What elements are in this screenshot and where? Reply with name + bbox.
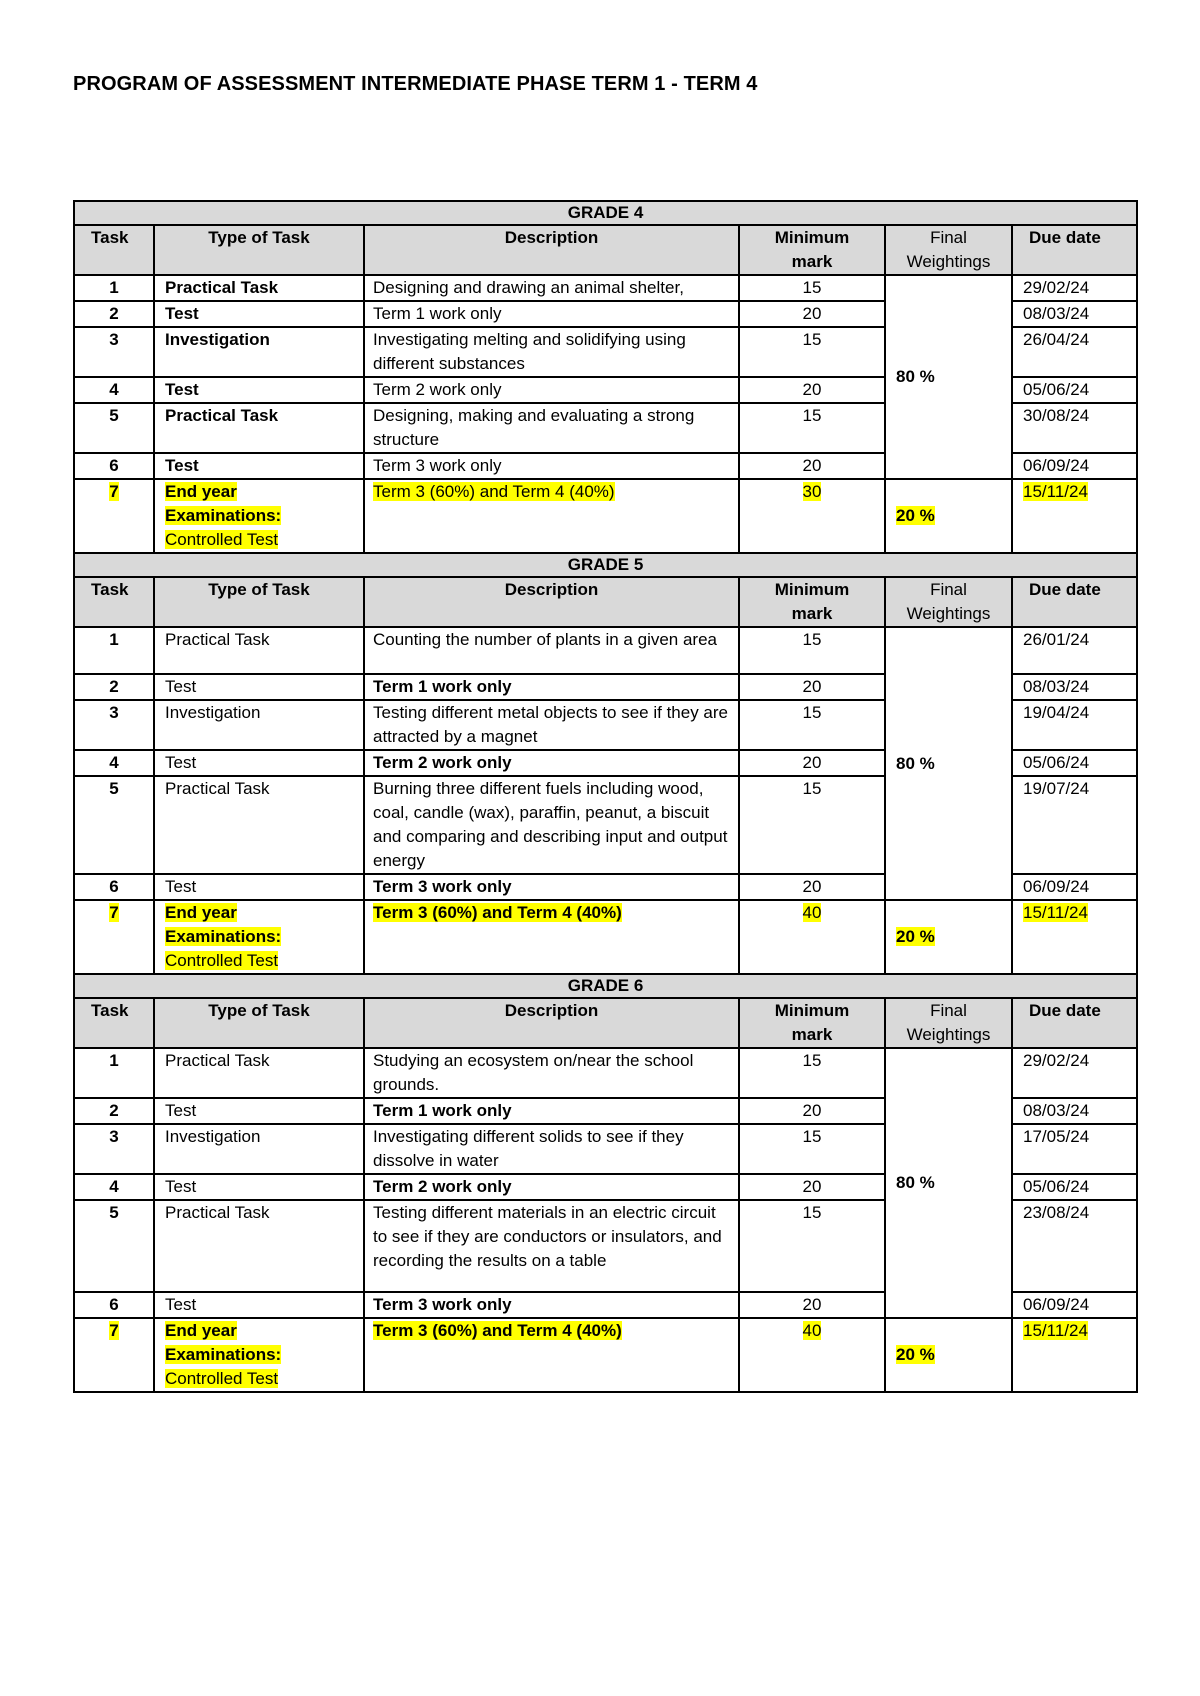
task-description-text: Burning three different fuels including wood, coal, candle (wax), paraffin, peanut, a biscuit and comparing and describing input and output energy (373, 779, 728, 870)
due-date (1012, 1174, 1137, 1200)
due-date (1012, 674, 1137, 700)
assessment-table-body (74, 201, 1137, 1392)
header-type (154, 577, 364, 627)
minimum-mark-text: 15 (802, 278, 822, 297)
task-type (154, 750, 364, 776)
task-number-text: 2 (109, 677, 119, 696)
minimum-mark (739, 874, 885, 900)
task-type (154, 674, 364, 700)
table-row (74, 1048, 1137, 1098)
due-date-text: 08/03/24 (1023, 304, 1090, 323)
minimum-mark (739, 301, 885, 327)
task-number-text: 2 (109, 304, 119, 323)
task-type (154, 1200, 364, 1292)
header-minimum-line1: Minimum (774, 1001, 850, 1020)
task-description-text: Term 3 work only (373, 1295, 512, 1314)
exam-minimum-mark-text: 40 (802, 1321, 822, 1340)
due-date (1012, 700, 1137, 750)
task-number (74, 750, 154, 776)
exam-minimum-mark (739, 1318, 885, 1392)
final-weighting-text: 80 % (896, 1173, 935, 1192)
header-type (154, 998, 364, 1048)
exam-weighting-text: 20 % (896, 506, 935, 525)
minimum-mark (739, 776, 885, 874)
exam-type-line2: Examinations: (165, 506, 282, 525)
header-due-label: Due date (1029, 1001, 1101, 1020)
task-type (154, 453, 364, 479)
exam-minimum-mark-text: 40 (802, 903, 822, 922)
exam-type-line3: Controlled Test (165, 951, 279, 970)
task-number-text: 6 (109, 456, 119, 475)
table-row (74, 627, 1137, 674)
minimum-mark-text: 15 (802, 1203, 822, 1222)
due-date (1012, 301, 1137, 327)
task-description-text: Term 3 work only (373, 456, 502, 475)
header-description-label: Description (504, 228, 599, 247)
header-final (885, 577, 1012, 627)
minimum-mark (739, 750, 885, 776)
minimum-mark (739, 275, 885, 301)
task-type (154, 776, 364, 874)
header-minimum (739, 577, 885, 627)
minimum-mark-text: 20 (802, 456, 822, 475)
task-description-text: Term 2 work only (373, 753, 512, 772)
exam-task-number-text: 7 (109, 482, 119, 501)
header-final-line1: Final (930, 580, 967, 599)
due-date-text: 05/06/24 (1023, 753, 1090, 772)
grade-label (74, 553, 1137, 577)
minimum-mark-text: 20 (802, 1101, 822, 1120)
exam-type-line3: Controlled Test (165, 530, 279, 549)
minimum-mark (739, 674, 885, 700)
due-date-text: 26/04/24 (1023, 330, 1090, 349)
task-description-text: Investigating melting and solidifying using different substances (373, 330, 686, 373)
due-date-text: 08/03/24 (1023, 1101, 1090, 1120)
header-task (74, 577, 154, 627)
minimum-mark-text: 20 (802, 304, 822, 323)
task-type-text: Practical Task (165, 779, 270, 798)
task-description-text: Designing, making and evaluating a strong structure (373, 406, 695, 449)
minimum-mark-text: 15 (802, 330, 822, 349)
task-type-text: Investigation (165, 330, 270, 349)
grade-row (74, 553, 1137, 577)
task-number (74, 1098, 154, 1124)
header-due (1012, 998, 1137, 1048)
header-minimum-line2: mark (791, 252, 833, 271)
task-type (154, 1098, 364, 1124)
exam-type-line1: End year (165, 482, 237, 501)
exam-type (154, 900, 364, 974)
due-date (1012, 1292, 1137, 1318)
final-weighting-exam (885, 900, 1012, 974)
due-date (1012, 750, 1137, 776)
minimum-mark (739, 700, 885, 750)
task-description (364, 776, 739, 874)
header-final-line2: Weightings (906, 252, 991, 271)
final-weighting-tasks (885, 627, 1012, 900)
task-number-text: 6 (109, 1295, 119, 1314)
task-type (154, 377, 364, 403)
exam-type-line2: Examinations: (165, 927, 282, 946)
task-type-text: Practical Task (165, 278, 279, 297)
task-type (154, 275, 364, 301)
exam-description-text: Term 3 (60%) and Term 4 (40%) (373, 1321, 622, 1340)
header-description-label: Description (504, 1001, 599, 1020)
task-description-text: Term 1 work only (373, 677, 512, 696)
exam-description-text: Term 3 (60%) and Term 4 (40%) (373, 903, 622, 922)
task-number-text: 4 (109, 1177, 119, 1196)
exam-due-date (1012, 1318, 1137, 1392)
exam-minimum-mark (739, 479, 885, 553)
task-description (364, 1098, 739, 1124)
header-final-line1: Final (930, 1001, 967, 1020)
header-row (74, 998, 1137, 1048)
minimum-mark-text: 15 (802, 1051, 822, 1070)
header-task (74, 998, 154, 1048)
task-description-text: Term 2 work only (373, 380, 502, 399)
task-description (364, 275, 739, 301)
task-number (74, 327, 154, 377)
task-type-text: Practical Task (165, 1203, 270, 1222)
task-type-text: Investigation (165, 703, 261, 722)
task-description (364, 453, 739, 479)
task-description-text: Testing different metal objects to see if they are attracted by a magnet (373, 703, 728, 746)
task-number (74, 1200, 154, 1292)
task-description (364, 750, 739, 776)
due-date (1012, 1200, 1137, 1292)
task-description-text: Term 1 work only (373, 1101, 512, 1120)
task-type-text: Practical Task (165, 630, 270, 649)
header-task-label: Task (91, 580, 129, 599)
minimum-mark (739, 377, 885, 403)
task-type-text: Test (165, 1101, 197, 1120)
task-type (154, 1174, 364, 1200)
task-number (74, 377, 154, 403)
due-date-text: 08/03/24 (1023, 677, 1090, 696)
exam-description-text: Term 3 (60%) and Term 4 (40%) (373, 482, 615, 501)
header-row (74, 225, 1137, 275)
final-weighting-exam (885, 479, 1012, 553)
task-number (74, 275, 154, 301)
task-description (364, 1174, 739, 1200)
task-type (154, 1124, 364, 1174)
header-minimum-line1: Minimum (774, 580, 850, 599)
minimum-mark (739, 327, 885, 377)
minimum-mark (739, 1098, 885, 1124)
header-due (1012, 225, 1137, 275)
exam-type (154, 1318, 364, 1392)
task-type (154, 874, 364, 900)
header-type-label: Type of Task (208, 228, 310, 247)
due-date-text: 06/09/24 (1023, 456, 1090, 475)
due-date (1012, 1048, 1137, 1098)
header-final (885, 998, 1012, 1048)
header-minimum-line1: Minimum (774, 228, 850, 247)
task-type-text: Test (165, 753, 197, 772)
task-description-text: Term 2 work only (373, 1177, 512, 1196)
minimum-mark-text: 15 (802, 406, 822, 425)
task-type-text: Test (165, 677, 197, 696)
header-final-line2: Weightings (906, 604, 991, 623)
task-type (154, 1292, 364, 1318)
grade-row (74, 201, 1137, 225)
task-description (364, 327, 739, 377)
task-description (364, 674, 739, 700)
task-number-text: 6 (109, 877, 119, 896)
exam-type (154, 479, 364, 553)
header-description (364, 225, 739, 275)
final-weighting-tasks (885, 275, 1012, 479)
exam-task-number-text: 7 (109, 1321, 119, 1340)
minimum-mark-text: 20 (802, 677, 822, 696)
header-final-line2: Weightings (906, 1025, 991, 1044)
task-description-text: Testing different materials in an electric circuit to see if they are conductors or insulators, and recording the results on a table (373, 1203, 722, 1270)
exam-type-line3: Controlled Test (165, 1369, 279, 1388)
task-description-text: Term 3 work only (373, 877, 512, 896)
task-type (154, 627, 364, 674)
header-minimum-line2: mark (791, 604, 833, 623)
header-description (364, 998, 739, 1048)
header-minimum (739, 998, 885, 1048)
task-type-text: Test (165, 1295, 197, 1314)
minimum-mark (739, 1124, 885, 1174)
task-description-text: Investigating different solids to see if they dissolve in water (373, 1127, 684, 1170)
header-final-line1: Final (930, 228, 967, 247)
task-description (364, 700, 739, 750)
exam-description (364, 900, 739, 974)
task-number-text: 3 (109, 330, 119, 349)
due-date-text: 30/08/24 (1023, 406, 1090, 425)
due-date (1012, 1124, 1137, 1174)
task-type-text: Test (165, 456, 199, 475)
task-type-text: Test (165, 304, 199, 323)
minimum-mark (739, 1200, 885, 1292)
grade-title: GRADE 5 (567, 555, 644, 574)
task-type-text: Test (165, 380, 199, 399)
exam-task-number (74, 900, 154, 974)
exam-minimum-mark-text: 30 (802, 482, 822, 501)
task-description (364, 403, 739, 453)
task-description (364, 301, 739, 327)
due-date-text: 29/02/24 (1023, 1051, 1090, 1070)
minimum-mark-text: 15 (802, 1127, 822, 1146)
grade-title: GRADE 4 (567, 203, 644, 222)
due-date-text: 05/06/24 (1023, 380, 1090, 399)
task-type-text: Practical Task (165, 1051, 270, 1070)
minimum-mark-text: 15 (802, 779, 822, 798)
exam-type-line1: End year (165, 903, 237, 922)
task-number (74, 1174, 154, 1200)
exam-task-number-text: 7 (109, 903, 119, 922)
task-number-text: 5 (109, 406, 119, 425)
header-task (74, 225, 154, 275)
final-weighting-tasks (885, 1048, 1012, 1318)
task-type-text: Test (165, 1177, 197, 1196)
task-number (74, 700, 154, 750)
minimum-mark (739, 403, 885, 453)
due-date-text: 23/08/24 (1023, 1203, 1090, 1222)
task-description-text: Term 1 work only (373, 304, 502, 323)
task-type (154, 301, 364, 327)
task-number (74, 627, 154, 674)
grade-label (74, 974, 1137, 998)
task-type-text: Investigation (165, 1127, 261, 1146)
exam-row (74, 900, 1137, 974)
task-type-text: Test (165, 877, 197, 896)
task-number-text: 4 (109, 753, 119, 772)
task-type (154, 1048, 364, 1098)
task-number-text: 3 (109, 703, 119, 722)
task-description-text: Designing and drawing an animal shelter, (373, 278, 684, 297)
header-due-label: Due date (1029, 580, 1101, 599)
page-title: PROGRAM OF ASSESSMENT INTERMEDIATE PHASE TERM 1 - TERM 4 (73, 73, 758, 95)
task-number-text: 1 (109, 630, 119, 649)
due-date (1012, 453, 1137, 479)
task-number-text: 3 (109, 1127, 119, 1146)
task-type (154, 403, 364, 453)
due-date-text: 05/06/24 (1023, 1177, 1090, 1196)
final-weighting-text: 80 % (896, 367, 935, 386)
header-final (885, 225, 1012, 275)
task-number (74, 1292, 154, 1318)
header-row (74, 577, 1137, 627)
minimum-mark (739, 453, 885, 479)
task-number (74, 453, 154, 479)
task-number-text: 5 (109, 1203, 119, 1222)
task-number-text: 4 (109, 380, 119, 399)
due-date (1012, 403, 1137, 453)
task-description (364, 627, 739, 674)
exam-weighting-text: 20 % (896, 1345, 935, 1364)
task-number-text: 1 (109, 278, 119, 297)
minimum-mark-text: 20 (802, 877, 822, 896)
due-date-text: 26/01/24 (1023, 630, 1090, 649)
minimum-mark-text: 15 (802, 630, 822, 649)
due-date-text: 06/09/24 (1023, 877, 1090, 896)
exam-task-number (74, 479, 154, 553)
header-due (1012, 577, 1137, 627)
exam-row (74, 1318, 1137, 1392)
exam-due-date-text: 15/11/24 (1023, 903, 1088, 922)
task-number (74, 874, 154, 900)
task-number (74, 776, 154, 874)
due-date (1012, 275, 1137, 301)
task-number (74, 1124, 154, 1174)
exam-due-date (1012, 479, 1137, 553)
exam-type-line2: Examinations: (165, 1345, 282, 1364)
due-date-text: 06/09/24 (1023, 1295, 1090, 1314)
task-number (74, 403, 154, 453)
task-number (74, 301, 154, 327)
task-description (364, 874, 739, 900)
task-description (364, 1292, 739, 1318)
task-description-text: Counting the number of plants in a given area (373, 630, 718, 649)
header-task-label: Task (91, 1001, 129, 1020)
minimum-mark (739, 627, 885, 674)
minimum-mark (739, 1048, 885, 1098)
minimum-mark (739, 1174, 885, 1200)
task-type (154, 327, 364, 377)
assessment-table (73, 200, 1138, 1393)
exam-task-number (74, 1318, 154, 1392)
task-description (364, 377, 739, 403)
exam-row (74, 479, 1137, 553)
minimum-mark-text: 15 (802, 703, 822, 722)
task-number-text: 1 (109, 1051, 119, 1070)
header-task-label: Task (91, 228, 129, 247)
exam-description (364, 479, 739, 553)
task-description (364, 1200, 739, 1292)
header-type-label: Type of Task (208, 1001, 310, 1020)
exam-description (364, 1318, 739, 1392)
task-type (154, 700, 364, 750)
minimum-mark-text: 20 (802, 1295, 822, 1314)
task-description (364, 1124, 739, 1174)
task-type-text: Practical Task (165, 406, 279, 425)
minimum-mark-text: 20 (802, 380, 822, 399)
task-number-text: 5 (109, 779, 119, 798)
due-date-text: 19/04/24 (1023, 703, 1090, 722)
due-date-text: 17/05/24 (1023, 1127, 1090, 1146)
header-description (364, 577, 739, 627)
due-date (1012, 327, 1137, 377)
header-minimum-line2: mark (791, 1025, 833, 1044)
grade-label (74, 201, 1137, 225)
grade-title: GRADE 6 (567, 976, 644, 995)
due-date-text: 29/02/24 (1023, 278, 1090, 297)
header-description-label: Description (504, 580, 599, 599)
due-date (1012, 627, 1137, 674)
header-type (154, 225, 364, 275)
minimum-mark-text: 20 (802, 753, 822, 772)
exam-due-date-text: 15/11/24 (1023, 482, 1088, 501)
grade-row (74, 974, 1137, 998)
due-date (1012, 377, 1137, 403)
due-date (1012, 874, 1137, 900)
table-row (74, 275, 1137, 301)
due-date (1012, 776, 1137, 874)
due-date (1012, 1098, 1137, 1124)
task-number-text: 2 (109, 1101, 119, 1120)
header-due-label: Due date (1029, 228, 1101, 247)
final-weighting-text: 80 % (896, 753, 935, 773)
due-date-text: 19/07/24 (1023, 779, 1090, 798)
header-minimum (739, 225, 885, 275)
exam-weighting-text: 20 % (896, 927, 935, 946)
final-weighting-exam (885, 1318, 1012, 1392)
exam-type-line1: End year (165, 1321, 237, 1340)
minimum-mark (739, 1292, 885, 1318)
header-type-label: Type of Task (208, 580, 310, 599)
task-description-text: Studying an ecosystem on/near the school grounds. (373, 1051, 694, 1094)
exam-due-date (1012, 900, 1137, 974)
task-description (364, 1048, 739, 1098)
exam-minimum-mark (739, 900, 885, 974)
exam-due-date-text: 15/11/24 (1023, 1321, 1088, 1340)
minimum-mark-text: 20 (802, 1177, 822, 1196)
task-number (74, 1048, 154, 1098)
task-number (74, 674, 154, 700)
